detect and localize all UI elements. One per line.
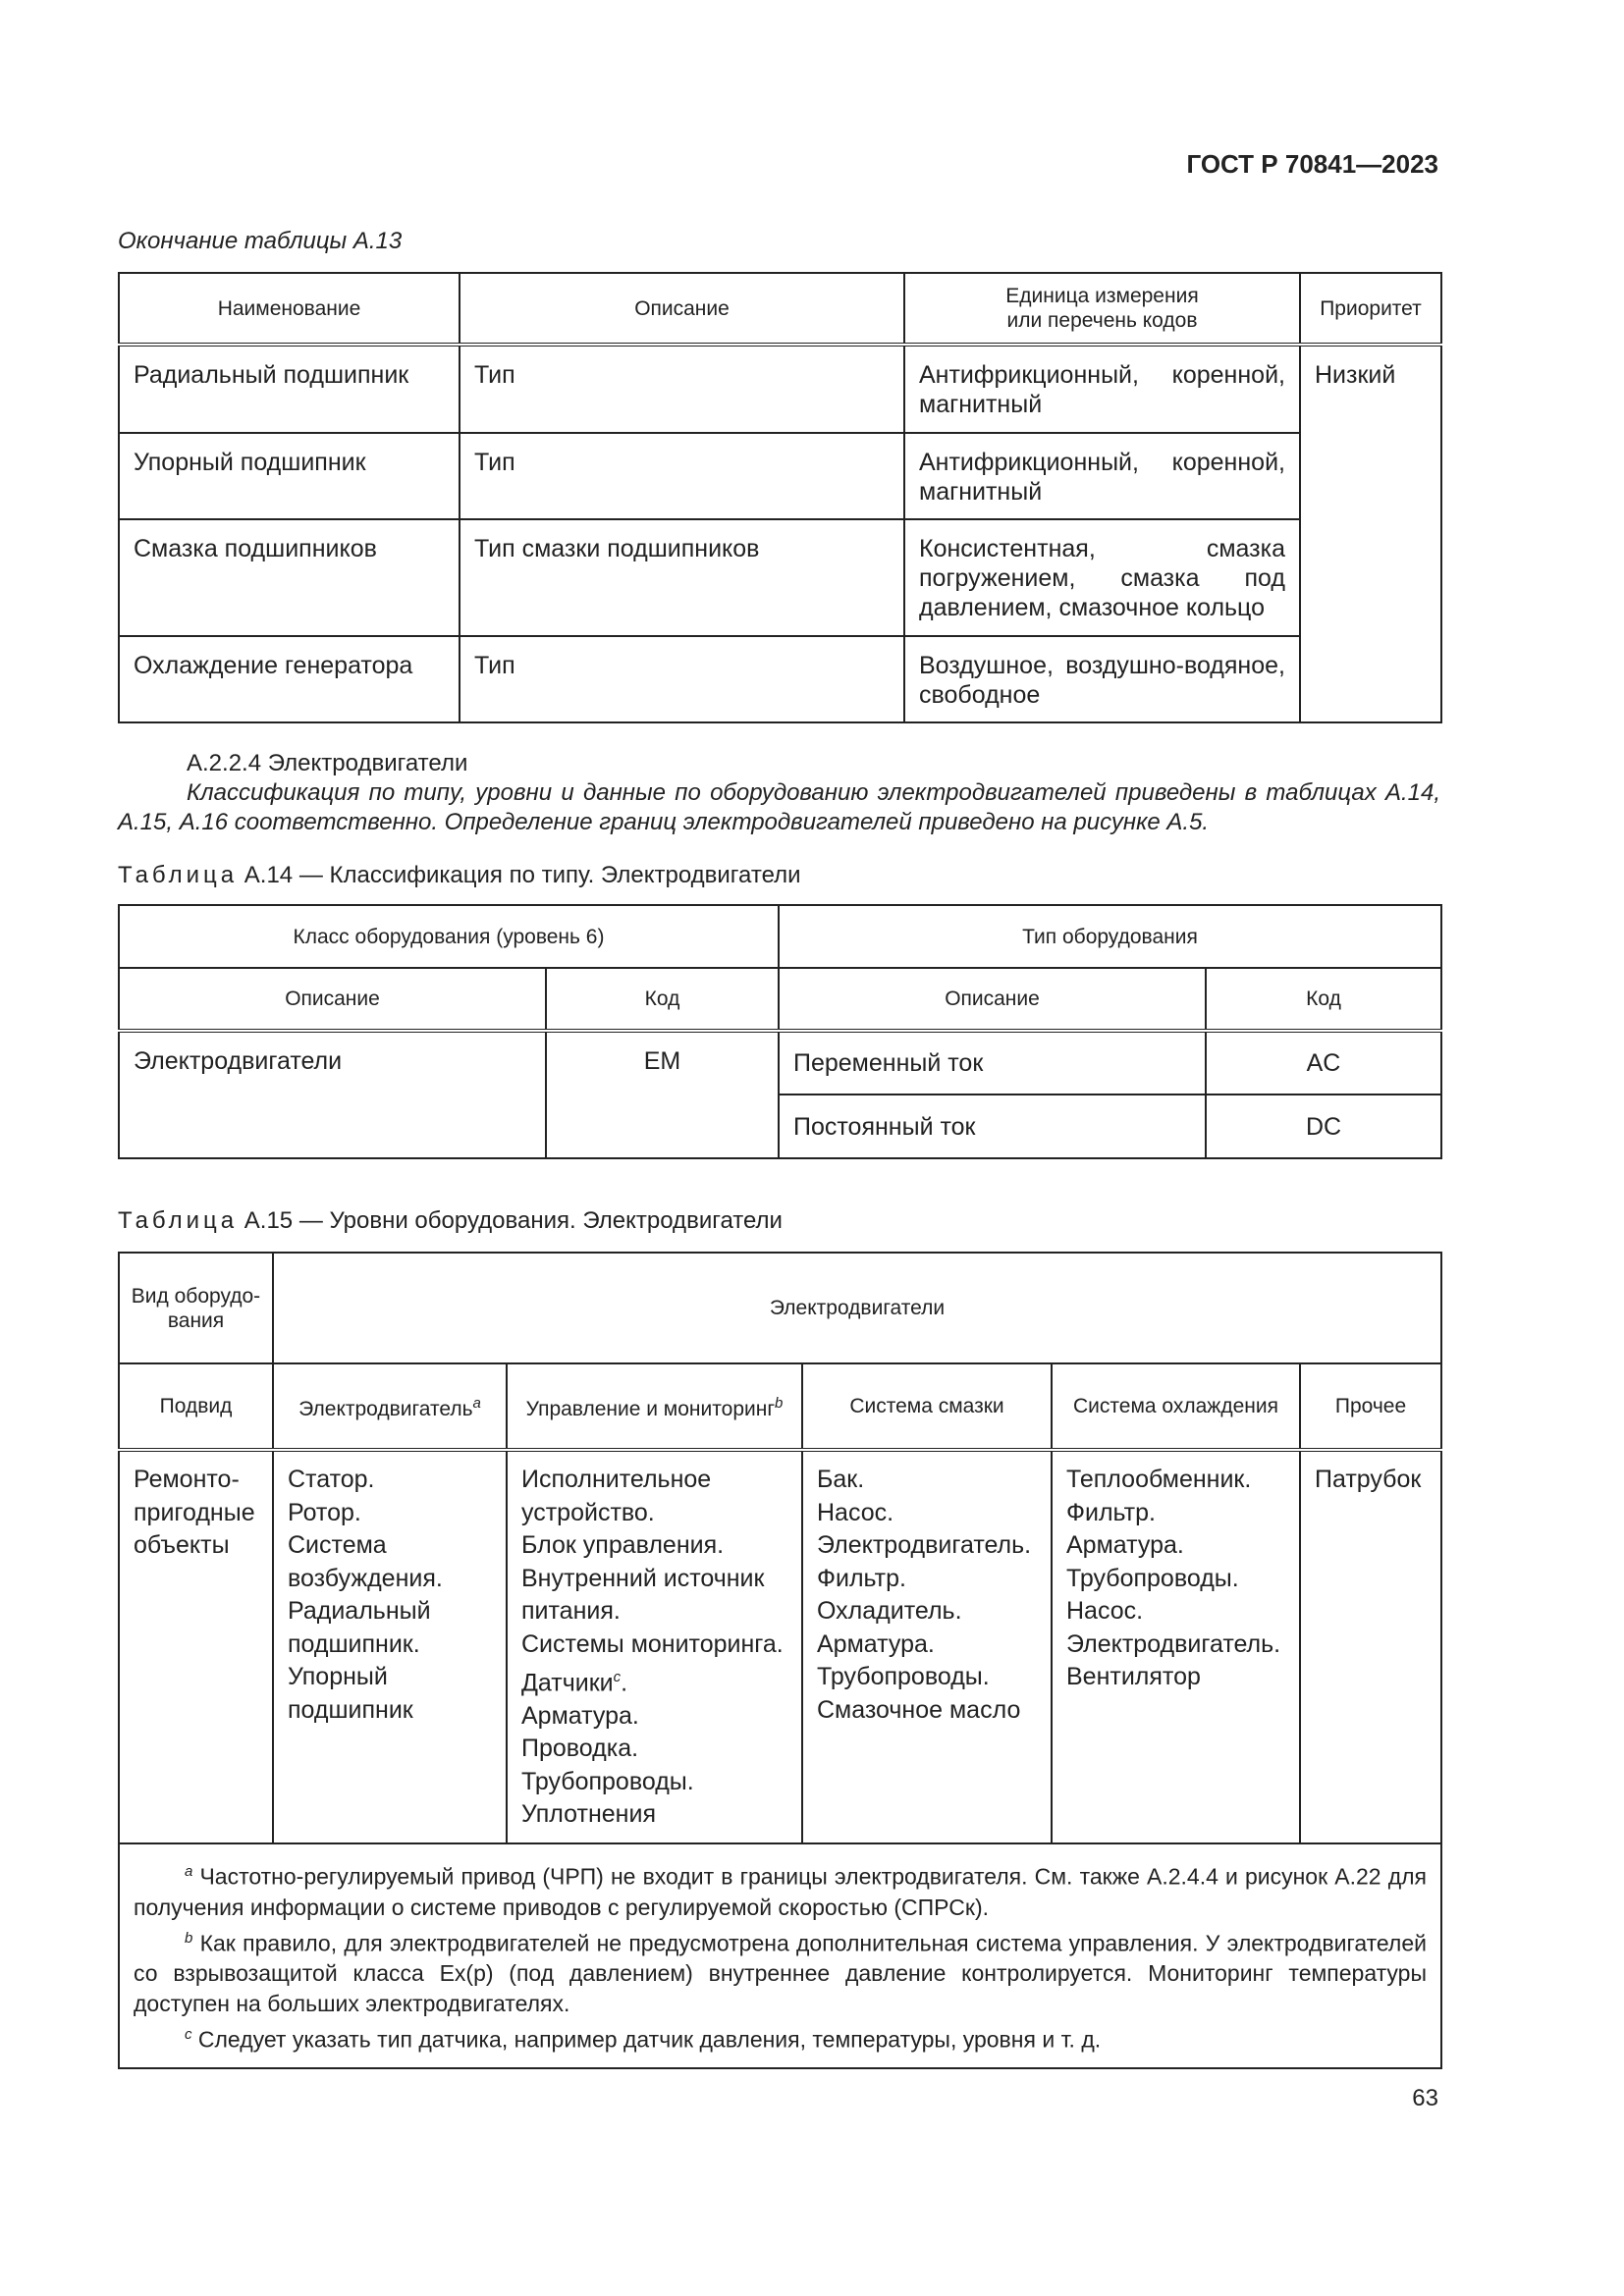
- footnote-mark: a: [185, 1863, 193, 1880]
- cell-class-code: EM: [546, 1031, 779, 1158]
- cell-units: Консистентная, смазка погружением, смазка под давлением, смазочное кольцо: [904, 519, 1300, 636]
- cell-type-desc: Переменный ток: [779, 1031, 1206, 1095]
- col-header: Код: [1206, 968, 1441, 1031]
- cell-units: Воздушное, воздушно-водяное, свободное: [904, 636, 1300, 722]
- table-notes: [119, 1843, 1441, 2068]
- group-header: Тип оборудования: [779, 905, 1441, 968]
- table-row: [119, 1031, 1441, 1095]
- group-header: Класс оборудования (уровень 6): [119, 905, 779, 968]
- table-row: [119, 1450, 1441, 1843]
- footnote-mark: b: [185, 1929, 193, 1947]
- caption-prefix: Таблица: [118, 862, 239, 888]
- col-header: Описание: [119, 968, 546, 1031]
- kind-value: Электродвигатели: [273, 1253, 1441, 1363]
- cell-control: [507, 1450, 802, 1843]
- text: . Арматура. Проводка. Трубопроводы. Уплотнения: [521, 1669, 694, 1829]
- caption-prefix: Таблица: [118, 1207, 239, 1234]
- cell-subtype: Ремонто-пригодные объекты: [119, 1450, 273, 1843]
- col-header: [507, 1363, 802, 1450]
- table-row: [119, 519, 1441, 636]
- cell-lubrication: Бак. Насос. Электродвигатель. Фильтр. Охладитель. Арматура. Трубопроводы. Смазочное масло: [802, 1450, 1052, 1843]
- col-header: Описание: [779, 968, 1206, 1031]
- cell-motor: Статор. Ротор. Система возбуждения. Радиальный подшипник. Упорный подшипник: [273, 1450, 507, 1843]
- table-a13-caption: Окончание таблицы А.13: [118, 228, 403, 254]
- col-header: Подвид: [119, 1363, 273, 1450]
- col-header: Единица измерения или перечень кодов: [904, 273, 1300, 345]
- caption-text: А.14 — Классификация по типу. Электродвигатели: [244, 862, 801, 888]
- table-a14-caption: [118, 862, 801, 889]
- footnote-mark: b: [774, 1395, 784, 1412]
- table-row: [119, 433, 1441, 519]
- kind-label: Вид оборудо-вания: [119, 1253, 273, 1363]
- note: [134, 1923, 1427, 2020]
- col-header: Система смазки: [802, 1363, 1052, 1450]
- cell-units: Антифрикционный, коренной, магнитный: [904, 345, 1300, 433]
- cell-units: Антифрикционный, коренной, магнитный: [904, 433, 1300, 519]
- note-text: Следует указать тип датчика, например датчик давления, температуры, уровня и т. д.: [197, 2026, 1102, 2053]
- table-a15: [118, 1252, 1442, 2069]
- cell-type-code: AC: [1206, 1031, 1441, 1095]
- cell-name: Смазка подшипников: [119, 519, 460, 636]
- note-text: Как правило, для электродвигателей не предусмотрена дополнительная система управления. У электродвигателей со взрывозащитой класса Ex(p) (под давлением) внутреннее давление контролируется. Мониторинг температуры доступен на больших электродвигателях.: [134, 1930, 1427, 2017]
- cell-desc: Тип: [460, 345, 904, 433]
- cell-desc: Тип: [460, 636, 904, 722]
- footnote-mark: c: [185, 2026, 192, 2044]
- cell-class-desc: Электродвигатели: [119, 1031, 546, 1158]
- col-header: Приоритет: [1300, 273, 1441, 345]
- col-header: Описание: [460, 273, 904, 345]
- page-number: 63: [1412, 2085, 1438, 2111]
- table-a15-caption: [118, 1207, 783, 1235]
- col-header: [273, 1363, 507, 1450]
- text: Исполнительное устройство. Блок управления. Внутренний источник питания. Системы мониторинга. Датчики: [521, 1466, 784, 1697]
- cell-other: Патрубок: [1300, 1450, 1441, 1843]
- section-heading: А.2.2.4 Электродвигатели: [187, 750, 468, 776]
- cell-name: Радиальный подшипник: [119, 345, 460, 433]
- caption-text: А.15 — Уровни оборудования. Электродвигатели: [244, 1207, 783, 1234]
- cell-desc: Тип смазки подшипников: [460, 519, 904, 636]
- cell-type-code: DC: [1206, 1095, 1441, 1158]
- cell-name: Охлаждение генератора: [119, 636, 460, 722]
- col-header: Код: [546, 968, 779, 1031]
- note: [134, 2019, 1427, 2056]
- standard-number: ГОСТ Р 70841—2023: [1186, 149, 1438, 179]
- label: Управление и мониторинг: [525, 1398, 775, 1420]
- col-header: Система охлаждения: [1052, 1363, 1300, 1450]
- footnote-mark: c: [613, 1669, 622, 1685]
- cell-cooling: Теплообменник. Фильтр. Арматура. Трубопроводы. Насос. Электродвигатель. Вентилятор: [1052, 1450, 1300, 1843]
- table-row: [119, 345, 1441, 433]
- note-text: Частотно-регулируемый привод (ЧРП) не входит в границы электродвигателя. См. также А.2.4.4 и рисунок А.22 для получения информации о системе приводов с регулируемой скоростью (СПРСк).: [134, 1863, 1427, 1920]
- table-a13: [118, 272, 1442, 723]
- cell-name: Упорный подшипник: [119, 433, 460, 519]
- note: [134, 1856, 1427, 1923]
- footnote-mark: a: [472, 1395, 481, 1412]
- cell-priority: Низкий: [1300, 345, 1441, 722]
- section-text: Классификация по типу, уровни и данные по оборудованию электродвигателей приведены в таблицах А.14, А.15, А.16 соответственно. Определение границ электродвигателей приведено на рисунке А.5.: [118, 779, 1440, 835]
- col-header: Прочее: [1300, 1363, 1441, 1450]
- cell-desc: Тип: [460, 433, 904, 519]
- cell-type-desc: Постоянный ток: [779, 1095, 1206, 1158]
- label: Электродвигатель: [298, 1398, 473, 1420]
- table-a14: [118, 904, 1442, 1159]
- col-header: Наименование: [119, 273, 460, 345]
- table-row: [119, 636, 1441, 722]
